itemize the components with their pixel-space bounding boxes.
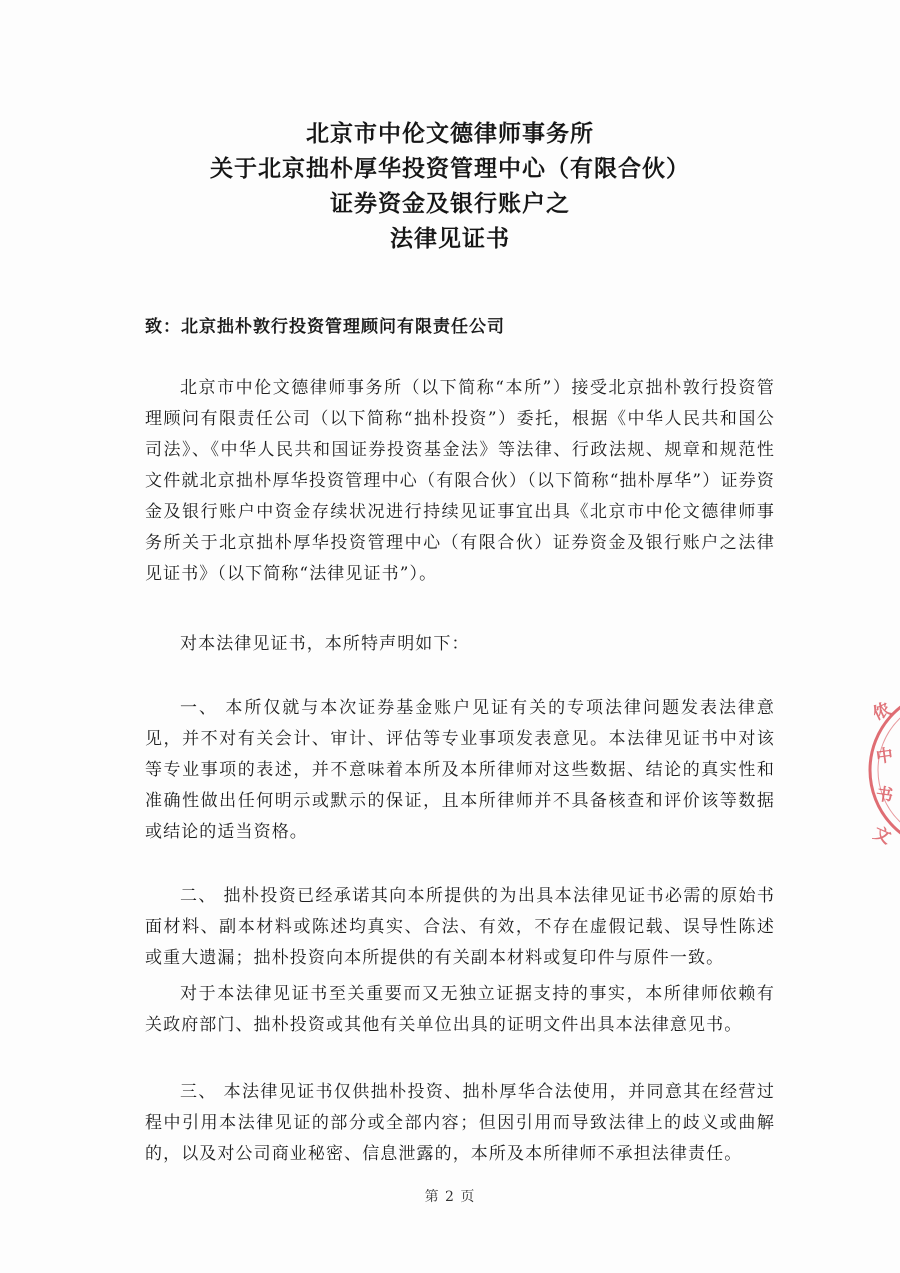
intro-paragraph: 北京市中伦文德律师事务所（以下简称“本所”）接受北京拙朴敦行投资管理顾问有限责任公司（以下简称“拙朴投资”）委托，根据《中华人民共和国公司法》、《中华人民共和国证券投资基金法》等法律、行政法规、规章和规范性文件就北京拙朴厚华投资管理中心（有限合伙）（以下简称“拙朴厚华”）证券资金及银行账户中资金存续状况进行持续见证事宜出具《北京市中伦文德律师事务所关于北京拙朴厚华投资管理中心（有限合伙）证券资金及银行账户之法律见证书》（以下简称“法律见证书”）。 — [145, 378, 775, 584]
title-line-1: 北京市中伦文德律师事务所 — [306, 121, 594, 147]
title-line-4: 法律见证书 — [390, 226, 510, 252]
law-firm-seal-stamp — [862, 680, 900, 860]
statement-item-3: 三、 本法律见证书仅供拙朴投资、拙朴厚华合法使用，并同意其在经营过程中引用本法律见证的部分或全部内容；但因引用而导致法律上的歧义或曲解的，以及对公司商业秘密、信息泄露的，本所及本所律师不承担法律责任。 — [145, 1082, 775, 1164]
statement-item-2-continued: 对于本法律见证书至关重要而又无独立证据支持的事实，本所律师依赖有关政府部门、拙朴投资或其他有关单位出具的证明文件出具本法律意见书。 — [145, 984, 775, 1035]
svg-text:书: 书 — [874, 784, 895, 807]
document-title — [0, 117, 900, 257]
seal-graphic — [862, 680, 900, 860]
addressee: 致：北京拙朴敦行投资管理顾问有限责任公司 — [145, 317, 505, 337]
svg-text:文: 文 — [870, 823, 894, 849]
statement-item-2: 二、 拙朴投资已经承诺其向本所提供的为出具本法律见证书必需的原始书面材料、副本材料或陈述均真实、合法、有效，不存在虚假记载、误导性陈述或重大遗漏；拙朴投资向本所提供的有关副本材料或复印件与原件一致。 — [145, 886, 775, 968]
statement-intro: 对本法律见证书，本所特声明如下： — [180, 634, 470, 654]
statement-item-1: 一、 本所仅就与本次证券基金账户见证有关的专项法律问题发表法律意见，并不对有关会计、审计、评估等专业事项发表意见。本法律见证书中对该等专业事项的表述，并不意味着本所及本所律师对这些数据、结论的真实性和准确性做出任何明示或默示的保证，且本所律师并不具备核查和评价该等数据或结论的适当资格。 — [145, 698, 775, 842]
page-number: 第 2 页 — [424, 1189, 476, 1205]
svg-text:侬: 侬 — [869, 699, 894, 725]
svg-text:中: 中 — [874, 745, 895, 768]
title-line-3: 证券资金及银行账户之 — [330, 191, 570, 217]
title-line-2: 关于北京拙朴厚华投资管理中心（有限合伙） — [210, 156, 690, 182]
